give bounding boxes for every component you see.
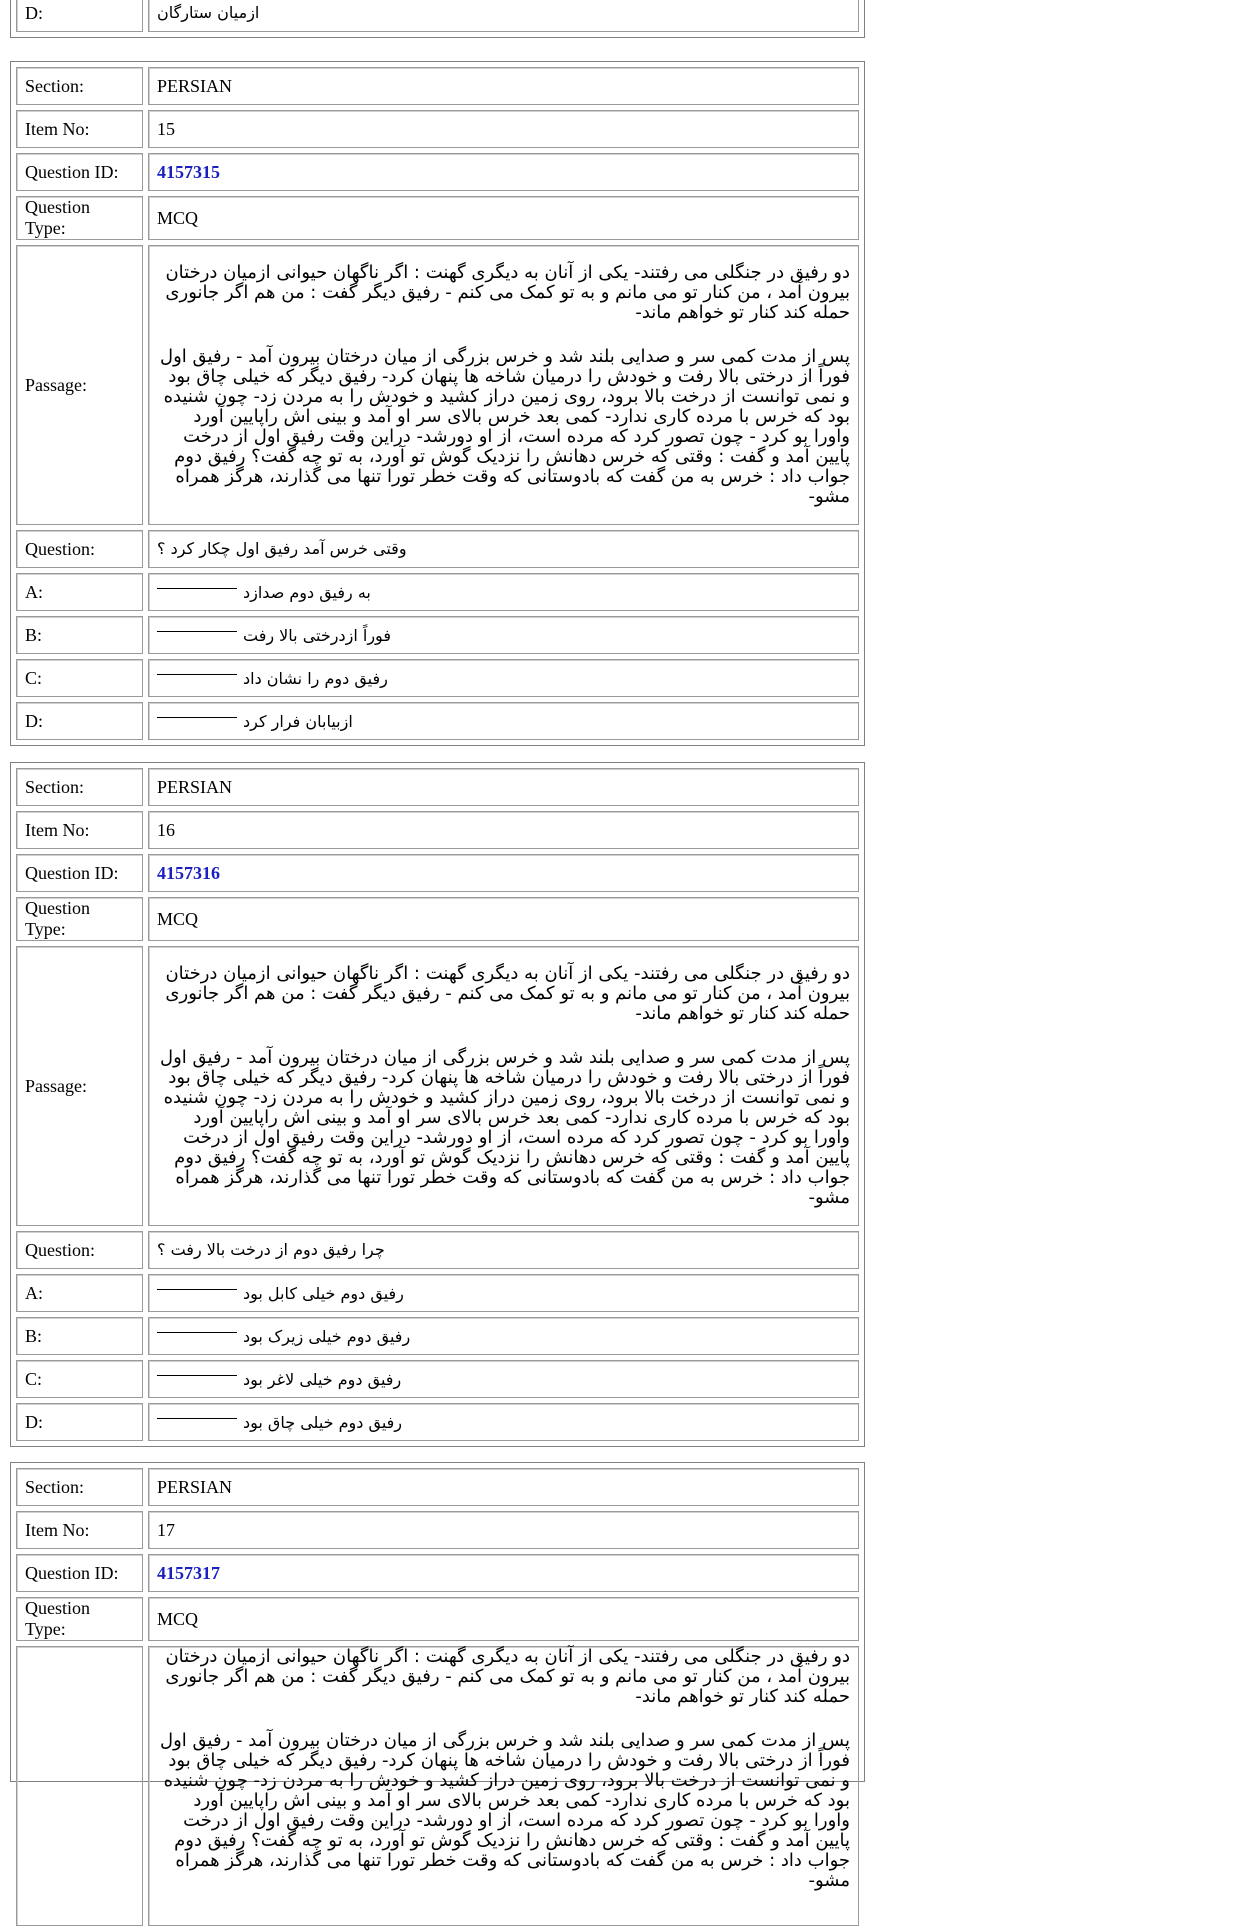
option-c-text: رفیق دوم را نشان داد: [243, 668, 388, 688]
question-id-label: Question ID:: [16, 1554, 143, 1592]
option-d-text: ازمیان ستارگان: [157, 3, 260, 22]
answer-blank: [157, 1332, 237, 1333]
option-a-text: رفیق دوم خیلی کابل بود: [243, 1283, 404, 1303]
section-value: PERSIAN: [148, 1468, 859, 1506]
option-b-label: B:: [16, 616, 143, 654]
option-a-label: A:: [16, 1274, 143, 1312]
item-no-label: Item No:: [16, 110, 143, 148]
question-id-link[interactable]: 4157315: [148, 153, 859, 191]
passage-paragraph-2: پس از مدت کمی سر و صدایی بلند شد و خرس بزرگی از میان درختان بیرون آمد - رفیق اول فوراً از درختی بالا رفت و خودش را درمیان شاخه ها پنهان کرد- رفیق دیگر که خیلی چاق بود و نمی توانست از درخت بالا برود، روی زمین دراز کشید و خودش را به مردن زد- چون شنیده بود که خرس با مرده کاری ندارد- کمی بعد خرس بالای سر او آمد و بینی اش راپایین آورد واورا بو کرد - چون تصور کرد که مرده است، از او دورشد- دراین وقت رفیق اول از درخت پایین آمد و گفت : وقتی که خرس دهانش را نزدیک گوش تو آورد، به تو چه گفت؟ رفیق دوم جواب داد : خرس به من گفت که بادوستانی که وقت خطر تورا تنها می گذارند، هرگز همراه مشو-: [160, 1047, 850, 1208]
passage-paragraph-2: پس از مدت کمی سر و صدایی بلند شد و خرس بزرگی از میان درختان بیرون آمد - رفیق اول فوراً از درختی بالا رفت و خودش را درمیان شاخه ها پنهان کرد- رفیق دیگر که خیلی چاق بود و نمی توانست از درخت بالا برود، روی زمین دراز کشید و خودش را به مردن زد- چون شنیده بود که خرس با مرده کاری ندارد- کمی بعد خرس بالای سر او آمد و بینی اش راپایین آورد واورا بو کرد - چون تصور کرد که مرده است، از او دورشد- دراین وقت رفیق اول از درخت پایین آمد و گفت : وقتی که خرس دهانش را نزدیک گوش تو آورد، به تو چه گفت؟ رفیق دوم جواب داد : خرس به من گفت که بادوستانی که وقت خطر تورا تنها می گذارند، هرگز همراه مشو-: [160, 1730, 850, 1891]
option-d-label: D:: [16, 0, 143, 32]
option-b-text: فوراً ازدرختی بالا رفت: [243, 625, 391, 645]
answer-blank: [157, 717, 237, 718]
passage-label: Passage:: [16, 946, 143, 1226]
answer-blank: [157, 1418, 237, 1419]
section-label: Section:: [16, 67, 143, 105]
question-type-label: Question Type:: [16, 1597, 143, 1641]
option-d-text: ازبیابان فرار کرد: [243, 711, 353, 731]
option-a-text: به رفیق دوم صدازد: [243, 582, 371, 602]
section-label: Section:: [16, 768, 143, 806]
passage-paragraph-1: دو رفیق در جنگلی می رفتند- یکی از آنان به دیگری گهنت : اگر ناگهان حیوانی ازمیان درختان بیرون آمد ، من کنار تو می مانم و به تو کمک می کنم - رفیق دیگر گفت : من هم اگر جانوری حمله کند کنار تو خواهم ماند-: [165, 262, 850, 323]
passage-label: Passage:: [16, 245, 143, 525]
option-c-label: C:: [16, 659, 143, 697]
option-a: [157, 583, 371, 602]
item-no-label: Item No:: [16, 1511, 143, 1549]
option-d: [157, 712, 353, 731]
answer-blank: [157, 588, 237, 589]
option-b-text: رفیق دوم خیلی زیرک بود: [243, 1326, 411, 1346]
question-type-value: MCQ: [148, 196, 859, 240]
question-block-17: [10, 1462, 865, 1891]
answer-blank: [157, 674, 237, 675]
passage-paragraph-1: دو رفیق در جنگلی می رفتند- یکی از آنان به دیگری گهنت : اگر ناگهان حیوانی ازمیان درختان بیرون آمد ، من کنار تو می مانم و به تو کمک می کنم - رفیق دیگر گفت : من هم اگر جانوری حمله کند کنار تو خواهم ماند-: [165, 963, 850, 1024]
section-value: PERSIAN: [148, 67, 859, 105]
option-c-label: C:: [16, 1360, 143, 1398]
passage-paragraph-2: پس از مدت کمی سر و صدایی بلند شد و خرس بزرگی از میان درختان بیرون آمد - رفیق اول فوراً از درختی بالا رفت و خودش را درمیان شاخه ها پنهان کرد- رفیق دیگر که خیلی چاق بود و نمی توانست از درخت بالا برود، روی زمین دراز کشید و خودش را به مردن زد- چون شنیده بود که خرس با مرده کاری ندارد- کمی بعد خرس بالای سر او آمد و بینی اش راپایین آورد واورا بو کرد - چون تصور کرد که مرده است، از او دورشد- دراین وقت رفیق اول از درخت پایین آمد و گفت : وقتی که خرس دهانش را نزدیک گوش تو آورد، به تو چه گفت؟ رفیق دوم جواب داد : خرس به من گفت که بادوستانی که وقت خطر تورا تنها می گذارند، هرگز همراه مشو-: [160, 346, 850, 507]
question-id-label: Question ID:: [16, 153, 143, 191]
option-b-label: B:: [16, 1317, 143, 1355]
question-id-link[interactable]: 4157317: [148, 1554, 859, 1592]
question-type-value: MCQ: [148, 897, 859, 941]
option-d-text: رفیق دوم خیلی چاق بود: [243, 1412, 403, 1432]
passage-text: [148, 245, 859, 525]
item-no-value: 16: [148, 811, 859, 849]
option-b: [157, 626, 391, 645]
question-type-label: Question Type:: [16, 196, 143, 240]
option-b: [157, 1327, 410, 1346]
question-id-label: Question ID:: [16, 854, 143, 892]
question-type-value: MCQ: [148, 1597, 859, 1641]
item-no-value: 15: [148, 110, 859, 148]
option-a-label: A:: [16, 573, 143, 611]
passage-paragraph-1: دو رفیق در جنگلی می رفتند- یکی از آنان به دیگری گهنت : اگر ناگهان حیوانی ازمیان درختان بیرون آمد ، من کنار تو می مانم و به تو کمک می کنم - رفیق دیگر گفت : من هم اگر جانوری حمله کند کنار تو خواهم ماند-: [165, 1646, 850, 1707]
question-block-prev: [10, 0, 865, 38]
option-d: [157, 1413, 402, 1432]
question-label: Question:: [16, 530, 143, 568]
question-type-label: Question Type:: [16, 897, 143, 941]
answer-blank: [157, 1289, 237, 1290]
option-d-label: D:: [16, 702, 143, 740]
item-no-label: Item No:: [16, 811, 143, 849]
section-label: Section:: [16, 1468, 143, 1506]
option-c: [157, 669, 388, 688]
question-block-15: [10, 61, 865, 746]
option-c: [157, 1370, 401, 1389]
question-text: چرا رفیق دوم از درخت بالا رفت ؟: [157, 1240, 385, 1259]
passage-text: [148, 1646, 859, 1926]
answer-blank: [157, 631, 237, 632]
question-text: وقتی خرس آمد رفیق اول چکار کرد ؟: [157, 539, 407, 558]
option-a: [157, 1284, 404, 1303]
answer-blank: [157, 1375, 237, 1376]
question-label: Question:: [16, 1231, 143, 1269]
passage-label: [16, 1646, 143, 1926]
option-d-label: D:: [16, 1403, 143, 1441]
question-block-16: [10, 762, 865, 1447]
item-no-value: 17: [148, 1511, 859, 1549]
option-c-text: رفیق دوم خیلی لاغر بود: [243, 1369, 402, 1389]
section-value: PERSIAN: [148, 768, 859, 806]
passage-text: [148, 946, 859, 1226]
question-id-link[interactable]: 4157316: [148, 854, 859, 892]
